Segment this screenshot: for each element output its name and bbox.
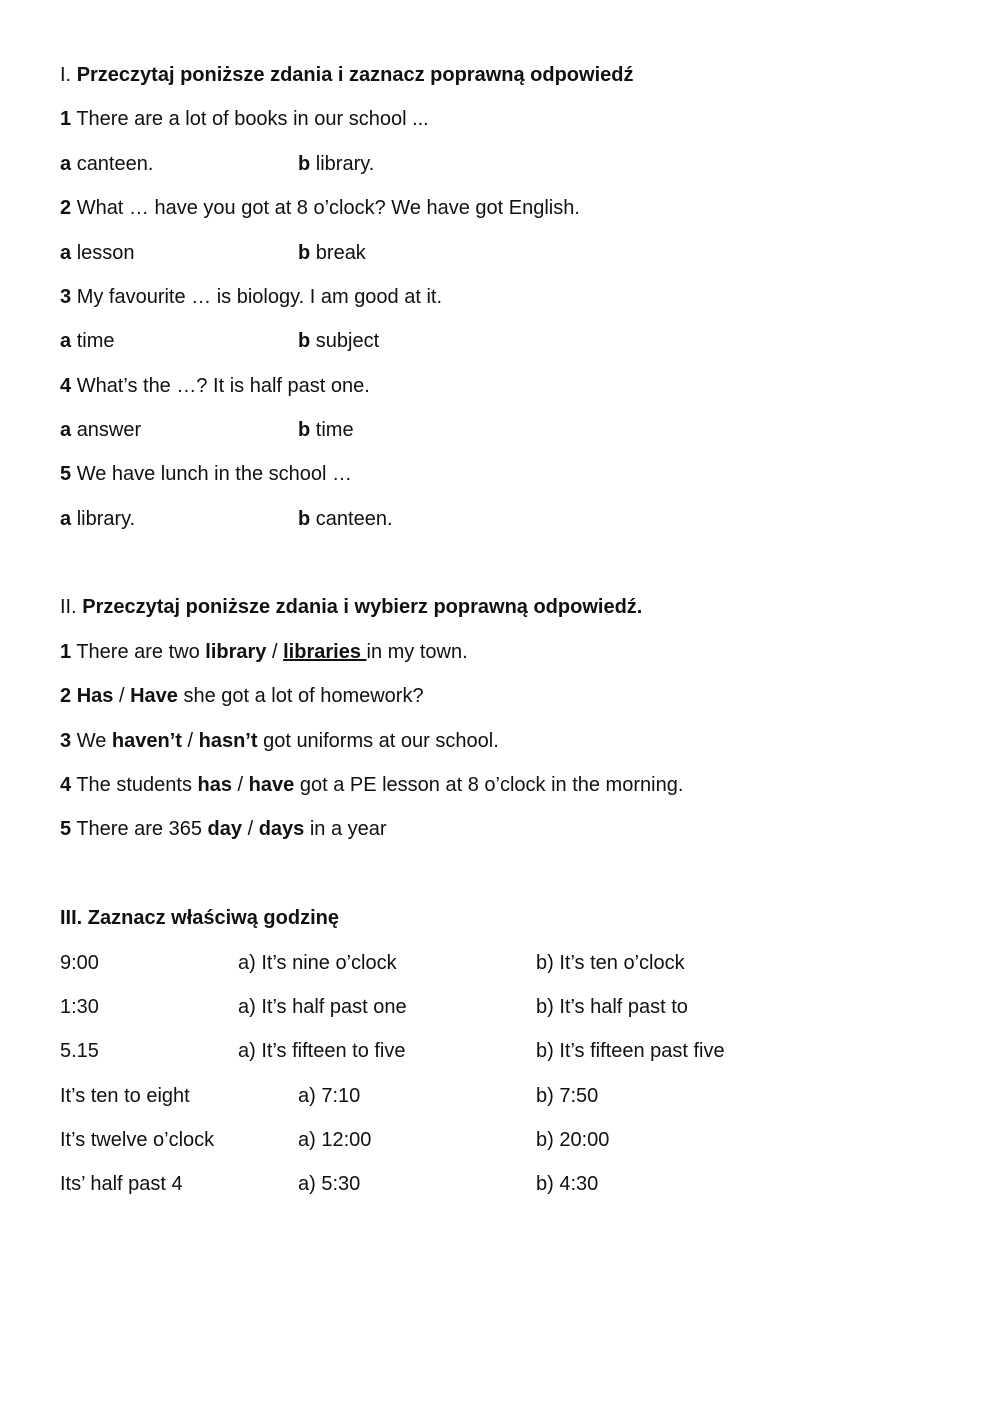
option-letter: b (298, 508, 311, 530)
s3-row-3-prompt: 5.15 (60, 1040, 99, 1062)
s1-question-3 (60, 284, 442, 310)
s3-row-6-prompt: Its’ half past 4 (60, 1173, 183, 1195)
choice-separator: / (237, 774, 244, 796)
s1-question-5 (60, 461, 352, 487)
question-number: 5 (60, 463, 72, 485)
s3-row-2-option-a[interactable]: a) It’s half past one (238, 996, 407, 1018)
choice-option-2[interactable]: Have (130, 685, 178, 707)
s2-item-2 (60, 683, 424, 709)
option-text: answer (76, 419, 142, 441)
choice-option-1[interactable]: haven’t (111, 730, 182, 752)
item-text: in my town. (366, 641, 468, 663)
option-text: library. (315, 153, 375, 175)
underlined-answer: libraries (283, 641, 367, 663)
choice-separator: / (187, 730, 194, 752)
item-number: 4 (60, 774, 72, 796)
option-text: subject (315, 330, 380, 352)
question-text: My favourite … is biology. I am good at it. (76, 286, 443, 308)
s1-question-1 (60, 106, 429, 132)
question-text: We have lunch in the school … (76, 463, 353, 485)
question-text: There are a lot of books in our school ... (76, 108, 429, 130)
s1-q5-option-a[interactable] (60, 506, 135, 532)
s1-q5-option-b[interactable] (298, 506, 393, 532)
s3-row-5-option-a[interactable]: a) 12:00 (298, 1129, 372, 1151)
option-letter: b (298, 419, 311, 441)
choice-option-2[interactable]: hasn’t (198, 730, 258, 752)
section-3-heading (60, 905, 339, 931)
question-text: What’s the …? It is half past one. (76, 375, 370, 397)
item-number: 3 (60, 730, 72, 752)
s3-row-5-prompt: It’s twelve o’clock (60, 1129, 215, 1151)
option-text: canteen. (315, 508, 393, 530)
item-text: got a PE lesson at 8 o’clock in the morning. (299, 774, 684, 796)
question-number: 2 (60, 197, 72, 219)
s1-q4-option-a[interactable] (60, 417, 141, 443)
s3-row-6-option-b[interactable]: b) 4:30 (536, 1173, 599, 1195)
s1-q1-option-b[interactable] (298, 151, 374, 177)
s2-item-5 (60, 816, 387, 842)
item-number: 5 (60, 818, 72, 840)
item-text: We (76, 730, 107, 752)
option-letter: a (60, 242, 72, 264)
option-text: lesson (76, 242, 135, 264)
s1-q4-option-b[interactable] (298, 417, 354, 443)
section-1-heading (60, 62, 633, 88)
option-text: time (315, 419, 354, 441)
section-3-title: III. Zaznacz właściwą godzinę (60, 907, 339, 929)
choice-option-2[interactable]: days (258, 818, 305, 840)
choice-separator: / (272, 641, 278, 663)
option-letter: a (60, 153, 72, 175)
option-letter: b (298, 153, 311, 175)
section-2-heading (60, 594, 642, 620)
choice-option-1[interactable]: library (205, 641, 267, 663)
choice-option-2[interactable]: have (248, 774, 295, 796)
s3-row-4-option-a[interactable]: a) 7:10 (298, 1085, 361, 1107)
s3-row-1-prompt: 9:00 (60, 952, 99, 974)
question-number: 4 (60, 375, 72, 397)
option-letter: a (60, 330, 72, 352)
item-text: got uniforms at our school. (263, 730, 499, 752)
option-text: time (76, 330, 115, 352)
s3-row-4-prompt: It’s ten to eight (60, 1085, 190, 1107)
s1-q2-option-b[interactable] (298, 240, 366, 266)
item-number: 2 (60, 685, 72, 707)
choice-option-1[interactable]: day (207, 818, 242, 840)
s3-row-2-option-b[interactable]: b) It’s half past to (536, 996, 688, 1018)
s2-item-4 (60, 772, 683, 798)
question-number: 3 (60, 286, 72, 308)
choice-separator: / (118, 685, 125, 707)
s3-row-1-option-b[interactable]: b) It’s ten o’clock (536, 952, 685, 974)
s1-question-4 (60, 373, 370, 399)
section-2-numeral: II. (60, 596, 77, 618)
choice-option-1[interactable]: has (197, 774, 232, 796)
section-1-numeral: I. (60, 64, 72, 86)
s1-q3-option-b[interactable] (298, 328, 379, 354)
s1-q2-option-a[interactable] (60, 240, 135, 266)
item-text: she got a lot of homework? (183, 685, 424, 707)
s2-item-1 (60, 639, 468, 665)
item-number: 1 (60, 641, 72, 663)
option-letter: a (60, 508, 72, 530)
question-text: What … have you got at 8 o’clock? We have got English. (76, 197, 580, 219)
option-letter: a (60, 419, 72, 441)
choice-separator: / (247, 818, 254, 840)
choice-option-2[interactable] (283, 641, 366, 663)
option-letter: b (298, 330, 311, 352)
item-text: The students (76, 774, 192, 796)
option-text: canteen. (76, 153, 154, 175)
option-text: break (315, 242, 366, 264)
s3-row-4-option-b[interactable]: b) 7:50 (536, 1085, 599, 1107)
item-text: There are 365 (76, 818, 202, 840)
s3-row-6-option-a[interactable]: a) 5:30 (298, 1173, 361, 1195)
option-text: library. (76, 508, 136, 530)
section-1-title: Przeczytaj poniższe zdania i zaznacz poprawną odpowiedź (76, 64, 634, 86)
item-text: in a year (309, 818, 387, 840)
s3-row-3-option-b[interactable]: b) It’s fifteen past five (536, 1040, 725, 1062)
s1-q1-option-a[interactable] (60, 151, 153, 177)
s2-item-3 (60, 728, 499, 754)
option-letter: b (298, 242, 311, 264)
question-number: 1 (60, 108, 72, 130)
s1-q3-option-a[interactable] (60, 328, 114, 354)
s3-row-3-option-a[interactable]: a) It’s fifteen to five (238, 1040, 406, 1062)
choice-option-1[interactable]: Has (76, 685, 114, 707)
s3-row-1-option-a[interactable]: a) It’s nine o’clock (238, 952, 397, 974)
item-text: There are two (76, 641, 200, 663)
s1-question-2 (60, 195, 580, 221)
section-2-title: Przeczytaj poniższe zdania i wybierz poprawną odpowiedź. (82, 596, 643, 618)
s3-row-5-option-b[interactable]: b) 20:00 (536, 1129, 610, 1151)
s3-row-2-prompt: 1:30 (60, 996, 99, 1018)
